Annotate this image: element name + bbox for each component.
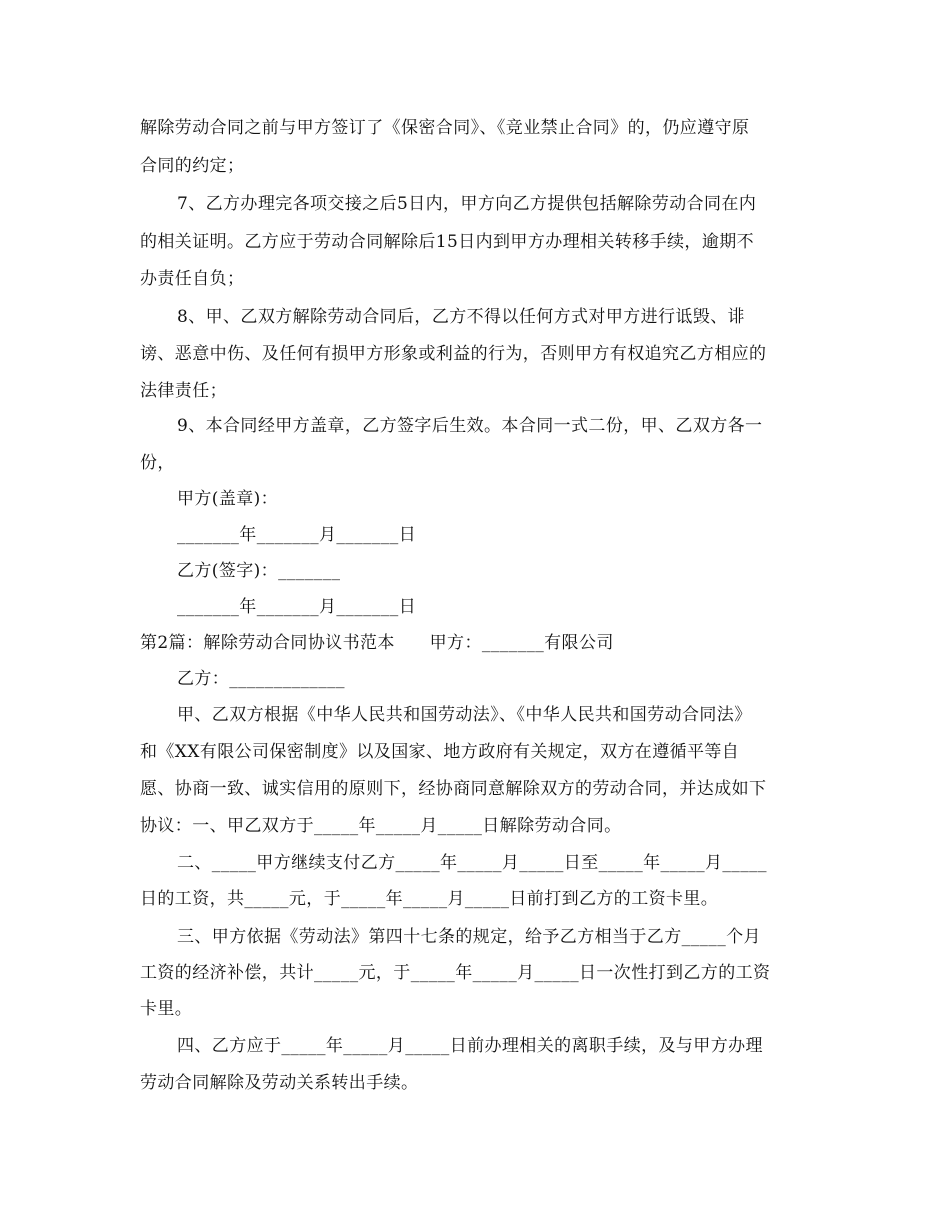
text-line: 办责任自负； (140, 269, 245, 289)
text-line: 甲、乙双方根据《中华人民共和国劳动法》、《中华人民共和国劳动合同法》 (177, 705, 752, 725)
text-line: 二、_____甲方继续支付乙方_____年_____月_____日至_____年_____月_____ (177, 853, 767, 873)
text-line: 愿、协商一致、诚实信用的原则下，经协商同意解除双方的劳动合同，并达成如下 (140, 779, 767, 799)
text-line: 和《XX有限公司保密制度》以及国家、地方政府有关规定，双方在遵循平等自 (140, 742, 740, 762)
date-line: _______年_______月_______日 (177, 525, 417, 545)
text-line: 法律责任； (140, 381, 227, 401)
text-line: 解除劳动合同之前与甲方签订了《保密合同》、《竞业禁止合同》的，仍应遵守原 (140, 118, 750, 138)
text-line: 9、本合同经甲方盖章，乙方签字后生效。本合同一式二份，甲、乙双方各一 (177, 416, 763, 436)
signature-label-party-a: 甲方(盖章)： (177, 489, 279, 509)
text-line: 协议：一、甲乙双方于_____年_____月_____日解除劳动合同。 (140, 816, 622, 836)
text-line: 份， (140, 453, 175, 473)
text-line: 7、乙方办理完各项交接之后5日内，甲方向乙方提供包括解除劳动合同在内 (177, 194, 757, 214)
text-line: 谤、恶意中伤、及任何有损甲方形象或利益的行为，否则甲方有权追究乙方相应的 (140, 344, 767, 364)
text-line: 合同的约定； (140, 156, 245, 176)
text-line: 卡里。 (140, 999, 193, 1019)
text-line: 三、甲方依据《劳动法》第四十七条的规定，给予乙方相当于乙方_____个月 (177, 927, 761, 947)
section-heading: 第2篇：解除劳动合同协议书范本 甲方：_______有限公司 (140, 633, 614, 653)
text-line: 工资的经济补偿，共计_____元，于_____年_____月_____日一次性打到乙方的工资 (140, 963, 771, 983)
text-line: 四、乙方应于_____年_____月_____日前办理相关的离职手续，及与甲方办理 (177, 1036, 763, 1056)
text-line: 劳动合同解除及劳动关系转出手续。 (140, 1073, 419, 1093)
text-line: 的相关证明。乙方应于劳动合同解除后15日内到甲方办理相关转移手续，逾期不 (140, 232, 755, 252)
text-line: 8、甲、乙双方解除劳动合同后，乙方不得以任何方式对甲方进行诋毁、诽 (177, 307, 746, 327)
text-line: 乙方：_____________ (177, 669, 345, 689)
text-line: 日的工资，共_____元，于_____年_____月_____日前打到乙方的工资卡里。 (140, 889, 719, 909)
signature-label-party-b: 乙方(签字)：_______ (177, 561, 341, 581)
date-line: _______年_______月_______日 (177, 597, 417, 617)
